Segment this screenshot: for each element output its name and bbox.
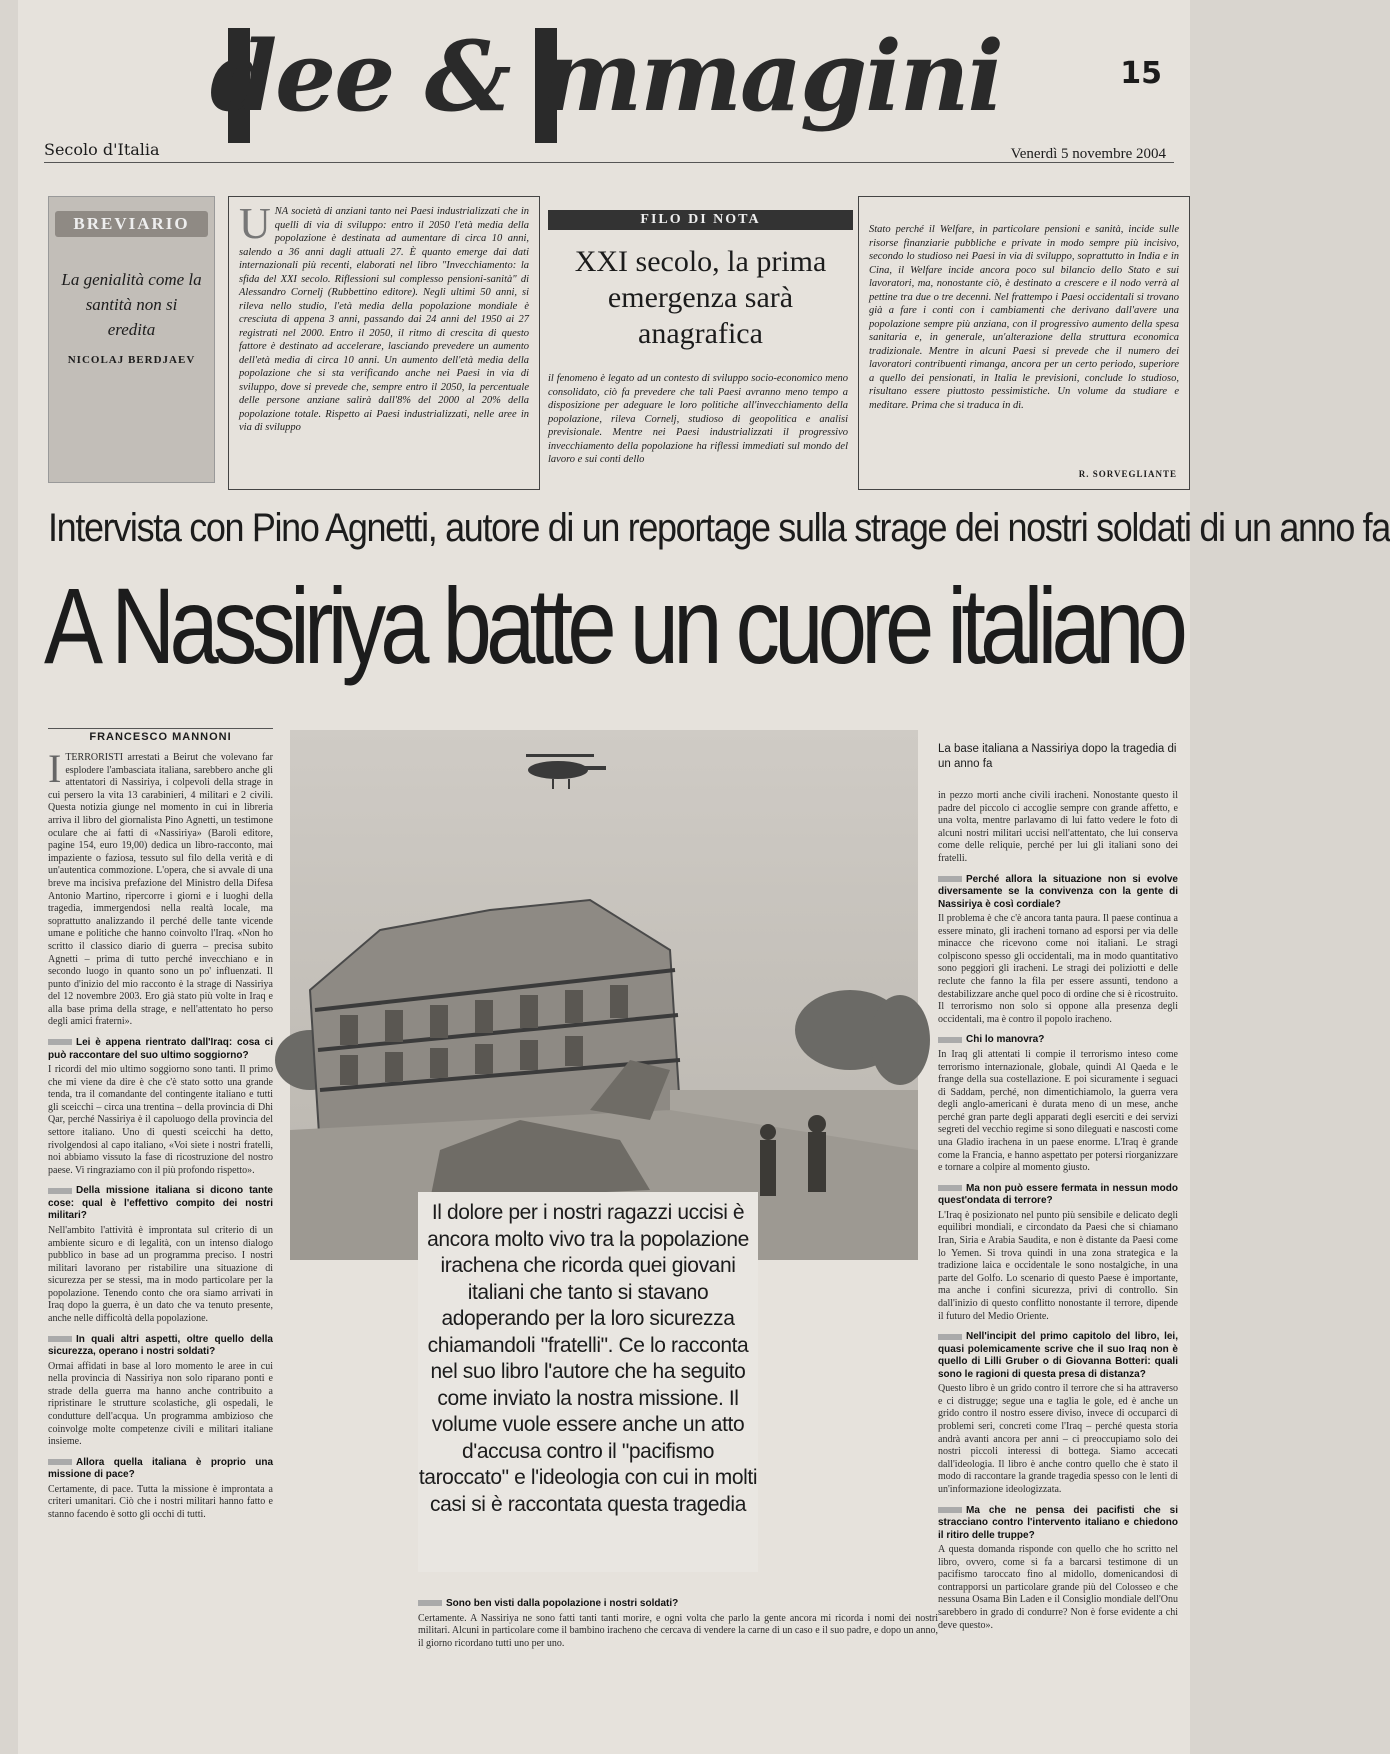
interview-question: In quali altri aspetti, oltre quello della sicurezza, operano i nostri soldati? (48, 1333, 273, 1358)
interview-answer: Nell'ambito l'attività è improntata sul criterio di un ambiente sicuro e di legalità, con un intenso dialogo pubblico in base ad un programma preciso. I nostri militari lavorano per ristabilire una situazione di sicurezza per se stessi, ma in modo particolare per la popolazione. Tenendo conto che ora siamo arrivati in Iraq dopo la guerra, è un dato che va tenuto presente, anche nelle difficoltà della popolazione. (48, 1224, 273, 1325)
article-kicker: Intervista con Pino Agnetti, autore di un reportage sulla strage dei nostri soldati di un anno fa (48, 506, 1390, 550)
interview-question: Chi lo manovra? (938, 1034, 1178, 1047)
page-number: 15 (1120, 56, 1162, 91)
author-signature: R. SORVEGLIANTE (1078, 469, 1177, 479)
breviario-quote: La genialità come la santità non si eredita (61, 270, 202, 339)
drop-cap: I (48, 746, 62, 791)
article-column-right (938, 790, 1178, 1725)
interview-question: Ma non può essere fermata in nessun modo quest'ondata di terrore? (938, 1182, 1178, 1207)
interview-answer: In Iraq gli attentati li compie il terrorismo inteso come terrorismo internazionale, globale, quindi Al Qaeda e le frange della sua costellazione. E poi sicuramente i seguaci di Saddam, perché, non dimentichiamolo, la guerra vera degli anglo-americani è durata meno di un mese, anche perché gran parte degli apparati degli eserciti e dei servizi segreti del vecchio regime si sono dileguati e nascosti come una Gladio irachena in un paese enorme. L'Iraq è grande come la Francia, e hanno aspettato per potersi riorganizzare e tornare a colpire al momento giusto. (938, 1048, 1178, 1174)
article-byline: FRANCESCO MANNONI (48, 728, 273, 743)
issue-date: Venerdì 5 novembre 2004 (1010, 146, 1166, 162)
aging-column-right (858, 196, 1190, 490)
section-title: dee & mmagini (210, 20, 1003, 133)
aging-column-left (228, 196, 540, 490)
interview-answer: Questo libro è un grido contro il terrore che si ha attraverso e ci distrugge; segue una e taglia le gole, ed è anche un grido contro il nostro essere diviso, invece di occuparci di problemi seri, concreti come l'Iraq – perché questa storia andrà avanti ancora per anni – ci preoccupiamo solo dei nostri piccoli interessi di bottega. Siamo accecati dall'ideologia. Il libro è anche contro quello che è stato il modo di raccontare la grande tragedia spesso con le lenti di un'informazione ideologizzata. (938, 1383, 1178, 1495)
breviario-author: NICOLAJ BERDJAEV (67, 354, 196, 366)
column-text: Stato perché il Welfare, in particolare pensioni e sanità, incide sulle risorse finanziarie pubbliche e private in modo sempre più incisivo, secondo lo studioso nei Paesi in via di sviluppo, soprattutto in India e in Cina, il Welfare incide ancora poco sul bilancio dello Stato e sui lavoratori, ma, nonostante ciò, è destinato a crescere e il nodo verrà al pettine tra due o tre decenni. Nel frattempo i Paesi occidentali si trovano già a fare i conti con i cambiamenti che derivano dall'avere una popolazione sempre più anziana, con il progressivo aumento della spesa sanitaria e, in generale, un'alterazione della struttura economica tradizionale. Mentre in alcuni Paesi si prevede che il numero dei lavoratori contribuenti rimanga, ancora per un certo periodo, superiore a quello dei pensionati, in Italia le previsioni, conclude lo studioso, risultano essere piuttosto pessimistiche. Un volume da studiare e meditare. Prima che si traduca in dì. (869, 224, 1179, 411)
interview-question: Perché allora la situazione non si evolve diversamente se la convivenza con la gente di Nassiriya è così cordiale? (938, 873, 1178, 910)
interview-question: Sono ben visti dalla popolazione i nostri soldati? (418, 1598, 938, 1611)
article-column-middle (418, 1590, 938, 1740)
article-column-left (48, 746, 273, 1722)
interview-answer: L'Iraq è posizionato nel punto più sensibile e delicato degli equilibri mondiali, e circondato da Paesi che si chiamano Iran, Siria e Arabia Saudita, e non è distante da Paesi come lo Yemen. Si trova quindi in una zona strategica e la tradizione laica e occidentale le sono nostalgiche, in una parte del Golfo. Lo scenario di questo Paese è importante, ma anche i confini sicurezza, privi di controllo. Sin dall'inizio di questo conflitto nonostante il terrore, dipende il futuro del Medio Oriente. (938, 1209, 1178, 1322)
nassiriya-base-photo (290, 730, 918, 1260)
interview-question: Della missione italiana si dicono tante cose: qual è l'effettivo compito dei nostri militari? (48, 1185, 273, 1222)
drop-cap: U (239, 199, 271, 248)
newspaper-name: Secolo d'Italia (44, 140, 160, 159)
interview-question: Lei è appena rientrato dall'Iraq: cosa ci può raccontare del suo ultimo soggiorno? (48, 1037, 273, 1061)
breviario-box (48, 196, 215, 483)
filo-di-nota-title: XXI secolo, la prima emergenza sarà anagrafica (574, 245, 827, 350)
article-headline: A Nassiriya batte un cuore italiano (44, 565, 1183, 686)
column-text: NA società di anziani tanto nei Paesi industrializzati che in quelli di via di sviluppo: entro il 2050 l'età media della popolazione è destinata ad aumentare di circa 10 anni, salendo a 36 anni dagli attuali 27. È quanto emerge dai dati internazionali più recenti, elaborati nel libro "Invecchiamento: la sfida del XXI secolo. Riflessioni sul complesso pensioni-sanità" di Alessandro Cornelj (Rubbettino editore). Negli ultimi 50 anni, si rileva nello studio, l'età media della popolazione mondiale è cresciuta di appena 3 anni, passando dai 24 anni del 1950 ai 27 registrati nel 2000. Entro il 2050, il ritmo di crescita di questo fattore è destinato ad accelerare, lasciando prevedere un aumento dell'età media di circa 10 anni. Un aumento dell'età media della popolazione che si sta verificando anche nei Paesi in via di sviluppo, dove si prevede che, sempre entro il 2050, la percentuale delle persone anziane salirà dall'8% del 2000 al 20% della popolazione totale. Rispetto ai Paesi industrializzati, nelle aree in via di sviluppo (239, 206, 529, 433)
interview-question: Ma che ne pensa dei pacifisti che si stracciano contro l'intervento italiano e chiedono il ritiro delle truppe? (938, 1504, 1178, 1541)
interview-question: Nell'incipit del primo capitolo del libro, lei, quasi polemicamente scrive che il suo Iraq non è quello di Lilli Gruber o di Giovanna Botteri: quali sono le ragioni di questa presa di distanza? (938, 1331, 1178, 1380)
masthead-rule (44, 162, 1174, 163)
interview-answer: I ricordi del mio ultimo soggiorno sono tanti. Il primo che mi viene da dire è che c'è stato sotto una grande tenda, tra il comandante del contingente italiano e tutti gli sceicchi – circa una trentina – della provincia di Dhi Qar, perché Nassiriya è il capoluogo della provincia del settore italiano. Uno di questi sceicchi ha detto, rivolgendosi al capo italiano, «Voi siete i nostri fratelli, noi abbiamo vissuto la fase di ricostruzione del nostro paese. Vi ringraziamo con il più profondo rispetto». (48, 1064, 273, 1176)
filo-di-nota-label: FILO DI NOTA (548, 210, 853, 230)
interview-answer: Ormai affidati in base al loro momento le aree in cui nella provincia di Nassiriya non solo riparano ponti e strade della guerra ma hanno anche contribuito a ripristinare le strutture scolastiche, gli ospedali, le condutture dell'acqua. Un programma ambizioso che coinvolge molte competenze civili e militari italiane insieme. (48, 1360, 273, 1448)
newspaper-page (18, 0, 1390, 1754)
interview-answer: A questa domanda risponde con quello che ho scritto nel libro, ovvero, come si fa a barcarsi testimone di un pacifismo taroccato fino al midollo, domenicandosi di contrapporsi un particolare grande più del Colosseo e che nessuna Osama Bin Laden e il Consiglio mondiale dell'Onu sarebbero in grado di condurre? Non è forse evidente a chi deve questo». (938, 1544, 1178, 1631)
interview-answer: in pezzo morti anche civili iracheni. Nonostante questo il padre del piccolo ci accoglie sempre con grande affetto, e una volta, mentre parlavamo di lui fatto vedere le foto di alcuni nostri militari uccisi nell'attentato, che lui conserva come delle reliquie, perché per lui gli italiani sono dei fratelli. (938, 790, 1178, 864)
masthead (30, 20, 1180, 170)
interview-question: Allora quella italiana è proprio una missione di pace? (48, 1456, 273, 1481)
pull-quote: Il dolore per i nostri ragazzi uccisi è ancora molto vivo tra la popolazione irachena che ricorda quei giovani italiani che tanto si stavano adoperando per la loro sicurezza chiamandoli "fratelli". Ce lo racconta nel suo libro l'autore che ha seguito come inviato la nostra missione. Il volume vuole essere anche un atto d'accusa contro il "pacifismo taroccato" e l'ideologia con cui in molti casi si è raccontata questa tragedia (418, 1192, 758, 1572)
filo-di-nota-body: il fenomeno è legato ad un contesto di sviluppo socio-economico meno consolidato, ciò fa prevedere che tali Paesi avranno meno tempo a disposizione per adeguare le loro politiche all'invecchiamento della popolazione, rileva Cornelj, studioso di geopolitica e analisi previsionale. Mentre nei Paesi industrializzati il progressivo invecchiamento della popolazione ha riflessi immediati sul mondo del lavoro e sui conti dello (548, 373, 848, 465)
interview-answer: Certamente, di pace. Tutta la missione è improntata a criteri umanitari. Ciò che i nostri militari hanno fatto e stanno facendo è sotto gli occhi di tutti. (48, 1483, 273, 1520)
breviario-label: BREVIARIO (55, 211, 208, 237)
interview-answer: Il problema è che c'è ancora tanta paura. Il paese continua a essere minato, gli iracheni tornano ad esporsi per via delle minacce che ricevono come noi italiani. Le stragi colpiscono spesso gli occidentali, ma in modo quantitativo sono peggiori gli iracheni. Le stragi dei poliziotti e delle reclute che fanno la fila per essere assunti, tendono a destabilizzare anche quel poco di ordine che si è ricostruito. Il terrorismo non solo si oppone alla presenza degli occidentali, ma è contro il popolo iracheno. (938, 913, 1178, 1025)
photo-caption: La base italiana a Nassiriya dopo la tragedia di un anno fa (938, 743, 1177, 770)
interview-answer: Certamente. A Nassiriya ne sono fatti tanti tanti morire, e ogni volta che parlo la gente ancora mi ricorda i nomi dei nostri militari. Alcuni in particolare come il bambino iracheno che cercava di vendere la carne di un caso e il suo padre, e dopo un anno, il giorno ricordano tutti uno per uno. (418, 1612, 938, 1649)
lead-paragraph: TERRORISTI arrestati a Beirut che volevano far esplodere l'ambasciata italiana, sarebbero anche gli attentatori di Nassiriya, i colpevoli della strage in cui persero la vita 13 carabinieri, 4 militari e 2 civili. Questa notizia giunge nel momento in cui in libreria arriva il libro del giornalista Pino Agnetti, un testimone oculare che ai fatti di «Nassiriya» (Baroli editore, pagine 154, euro 19,00) dedica un libro-racconto, mai impaziente o faziosa, tessuto sul filo della verità e di un'autentica commozione. L'opera, che si avvale di una breve ma incisiva prefazione del Ministro della Difesa Antonio Martino, ripercorre i giorni e i luoghi della tragedia, immergendosi nella realtà locale, ma soprattutto analizzando il perché delle tante vicende umane e politiche che hanno coinvolto l'Iraq. «Non ho scritto il classico diario di guerra – precisa subito Agnetti – prima di tutto perché invecchiano e in secondo luogo in quanto sono un po' influenzati. Il punto d'inizio del mio racconto è la strage di Nassiriya del 12 novembre 2003. Ero già stato più volte in Iraq e alla base prima della strage, e nell'attentato ho perso degli amici fraterni». (48, 752, 273, 1028)
